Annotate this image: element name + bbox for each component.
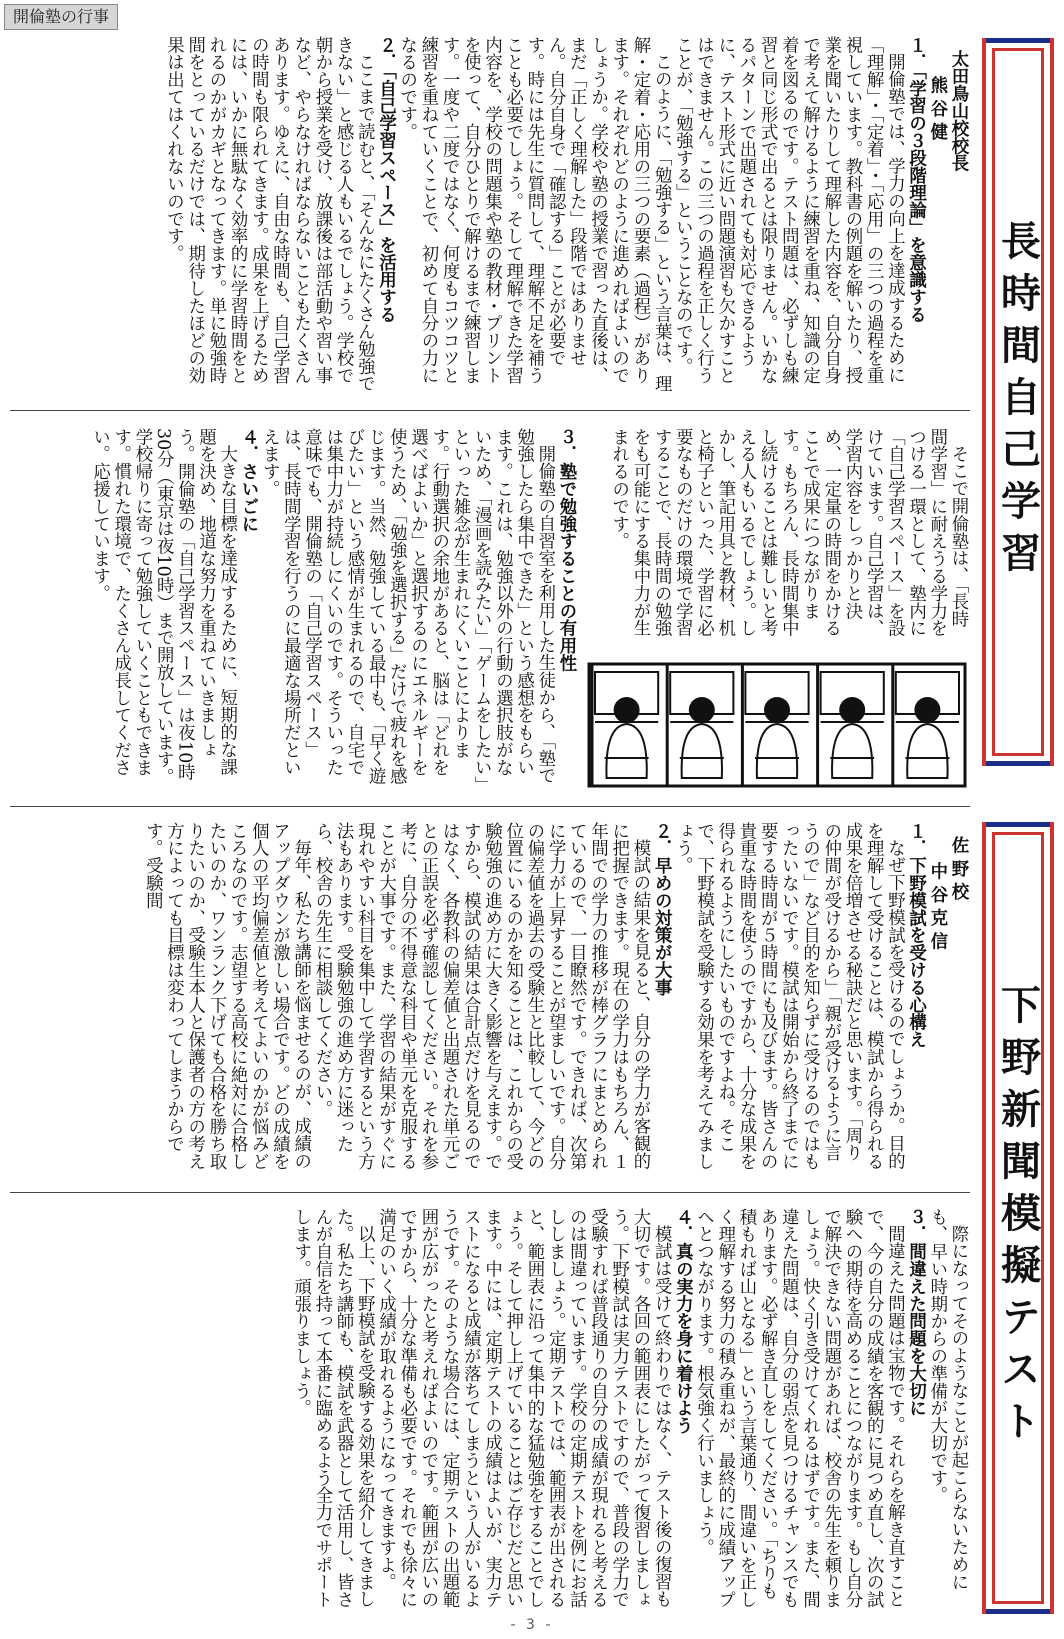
student-body <box>682 724 722 778</box>
section2-paragraph: 模試は受けて終わりではなく、テスト後の復習も大切です。各回の範囲表にしたがって復習しましょう。下野模試は実力テストですので、普段の学力で受験すれば普段通りの自分の成績が現れると考えるのは間違っています。学校の定期テストを例にお話ししましょう。定期テストでは、範囲表が出されると、範囲表に沿って集中的な猛勉強をすることでしょう。そして押し上げていることはご存じだと思います。中には、定期テストの成績はよいが、実力テストになると成績が落ちてしまうという人がいるようです。そのような場合には、定期テストの出題範囲が広がったと考えればよいのです。範囲が広いのですから、十分な準備も必要です。それでも徐々に満足のいく成績が取れるようになってきますよ。 <box>375 1208 672 1609</box>
study-booth-illustration <box>587 662 967 788</box>
section1-upper-text <box>16 36 968 398</box>
section1-title-banner <box>982 38 1054 766</box>
student-body <box>606 724 646 778</box>
section1-paragraph: そこで開倫塾は、「長時間学習」に耐えうる学力をつける一環として、塾内に「自己学習スペース」を設けています。自己学習は、学習内容をしっかりと決め、一定量の時間をかけることで成果につながります。もちろん、長時間集中し続けることは難しいと考える人もいるでしょう。しかし、筆記用具と教材、机と椅子といった、学習に必要なものだけの環境で学習することで、長時間の勉強をも可能にする集中力が生まれるのです。 <box>608 428 968 637</box>
divider <box>10 410 970 411</box>
section1-paragraph: 開倫塾の自習室を利用した生徒から、「塾で勉強したら集中できた」という感想をもらいます。これは、勉強以外の行動の選択肢がないため、「漫画を読みたい」「ゲームをしたい」といった雑念が生まれにくいことによります。行動選択の余地があると、脳は「どれを選べばよいか」と選択するのにエネルギーを使うため、「勉強を選択する」だけで疲れを感じます。当然、勉強している最中も、「早く遊びたい」という感情が生まれるので、自宅では集中力が持続しにくいのです。そういった意味でも、開倫塾の「自己学習スペース」は、長時間学習を行うのに最適な場所だといえます。 <box>259 428 555 785</box>
section1-paragraph: このように、「勉強する」という言葉は、理解・定着・応用の三つの要素（過程）があります。それぞれどのように進めればよいのでしょうか。学校や塾の授業で習った直後は、まだ「正しく理解した」段階ではありません。自分自身で「確認する」ことが必要です。時には先生に質問して、理解不足を補うことも必要でしょう。そして理解できた学習内容を、学校の問題集や塾の教材・プリントを使って、自分ひとりで解けるまで練習します。一度や二度ではなく、何度もコツコツと練習を重ねていくことで、初めて自分の力になるのです。 <box>396 36 672 393</box>
section1-paragraph: 大きな目標を達成するために、短期的な課題を決め、地道な努力を重ねていきましょう。開倫塾の「自己学習スペース」は夜10時30分（東京は夜10時）まで開放しています。学校帰りに寄って勉強していくこともできます。慣れた環境で、たくさん成長してください。応援しています。 <box>89 428 237 786</box>
section1-paragraph: ここまで読むと、「そんなにたくさん勉強できない」と感じる人もいるでしょう。学校で朝から授業を受け、放課後は部活動や習い事など、やらなければならないこともたくさんあります。ゆえに、自由な時間も、自己学習の時間も限られてきます。成果を上げるためには、いかに無駄なく効率的に学習時間をとれるのかがカギとなってきます。単に勉強時間をとっているだけでは、期待したほどの効果は出てはくれないのです。 <box>163 36 375 393</box>
section2-paragraph: 間違えた問題は宝物です。それらを解き直すことで、今の自分の成績を客観的に見つめ直し、次の試験への期待を高めることにつながります。もし自分で解決できない問題があれば、校舎の先生を頼りましょう。快く引き受けてくれるはずです。また、間違えた問題は、自分の弱点を見つけるチャンスでもあります。必ず解き直しをしてください。「ちりも積もれば山となる」という言葉通り、間違いを正しく理解する努力の積み重ねが、最終的に成績アップへとつながります。根気強く行いましょう。 <box>693 1208 905 1609</box>
section2-paragraph: 毎年、私たち講師を悩ませるのが、成績のアップダウンが激しい場合です。どの成績を個人の平均偏差値と考えてよいのかが悩みどころなのです。志望する高校に絶対に合格したいのか、ワンランク下げても合格を勝ち取りたいのか、受験生本人と保護者の方の考え方によっても目標は変わってしまうからです。受験間 <box>142 822 311 1170</box>
section1-heading-1: １．「学習の３段階理論」を意識する <box>905 36 926 324</box>
section2-heading-1: １．下野模試を受ける心構え <box>905 822 926 1049</box>
section2-heading-2: ２．早めの対策が大事 <box>651 822 672 996</box>
section1-heading-3: ３．塾で勉強することの有用性 <box>556 428 576 672</box>
section2-title: 下野新聞模擬テスト <box>994 984 1041 1452</box>
section1-lower-text-left <box>8 428 576 788</box>
section1-heading-2: ２．「自己学習スペース」を活用する <box>375 36 396 324</box>
author-name: 熊 谷 健 <box>926 76 947 141</box>
section2-upper-text <box>16 822 968 1178</box>
student-body <box>757 724 797 778</box>
student-head <box>839 697 865 723</box>
section2-title-banner <box>982 822 1054 1614</box>
author-role: 佐 野 校 <box>948 836 968 901</box>
section1-paragraph: 開倫塾では、学力の向上を達成するために「理解」・「定着」・「応用」の三つの過程を重視しています。教科書の例題を解いたり、授業を聞いたりして理解した内容を、自分自身で考えて解けるように練習を重ね、知識の定着を図るのです。テスト問題は、必ずしも練習と同じ形式で出るとは限りません。いかなるパターンで出題されても対応できるように、テスト形式に近い問題演習も欠かすことはできません。この三つの過程を正しく行うことが、「勉強する」ということなのです。 <box>672 36 905 384</box>
section2-paragraph: 以上、下野模試を受験する効果を紹介してきました。私たち講師も、模試を武器として活用し、皆さんが自信を持って本番に臨めるよう全力でサポートします。頑張りましょう。 <box>290 1208 375 1609</box>
section2-heading-4: ４．真の実力を身に着けよう <box>672 1208 693 1435</box>
section1-title: 長時間自己学習 <box>994 220 1041 584</box>
section1-lower-text-right <box>596 428 968 638</box>
author-role: 太田鳥山校校長 <box>948 50 968 172</box>
student-body <box>832 724 872 778</box>
section2-paragraph: 際になってそのようなことが起こらないためにも、早い時期からの準備が大切です。 <box>926 1208 968 1591</box>
section2-heading-3: ３．間違えた問題を大切に <box>905 1208 926 1417</box>
section2-paragraph: なぜ下野模試を受けるのでしょうか。目的を理解して受けることは、模試から得られる成果を倍増させる秘訣だと思います。「周りの仲間が受けるから」「親が受けるように言うので」など目的を知らずに受けるのではもったいないです。模試は開始から終了までに要する時間が５時間にも及びます。皆さんの貴重な時間を使うのですから、十分な成果を得られるようにしたいものですよね。そこで、下野模試を受験する効果を考えてみましょう。 <box>672 822 905 1170</box>
student-body <box>907 724 947 778</box>
page-number: - 3 - <box>510 1617 554 1633</box>
section-tag: 開倫塾の行事 <box>4 4 118 30</box>
student-head <box>614 697 640 723</box>
student-head <box>914 697 940 723</box>
divider <box>10 1192 970 1193</box>
divider <box>10 806 970 807</box>
student-head <box>764 697 790 723</box>
section2-lower-text <box>16 1208 968 1612</box>
section2-paragraph: 模試の結果を見ると、自分の学力が客観的に把握できます。現在の学力はもちろん、１年間での学力の推移が棒グラフにまとめられているので、一目瞭然です。できれば、次第に学力が上昇することが望ましいです。自分の偏差値を過去の受験生と比較して、今どの位置にいるのかを知ることは、これからの受験勉強の進め方に大きく影響を与えます。ですから、模試の結果は合計点だけを見るのではなく、各教科の偏差値と出題された単元ごとの正誤を必ず確認してください。それを参考に、自分の不得意な科目や単元を克服することが大事です。また、学習の結果がすぐに現れやすい科目を集中して学習するという方法もあります。受験勉強の進め方に迷ったら、校舎の先生に相談してください。 <box>311 822 650 1170</box>
section1-heading-4: ４．さいごに <box>237 428 258 533</box>
author-name: 中 谷 克 信 <box>926 862 947 950</box>
student-head <box>689 697 715 723</box>
